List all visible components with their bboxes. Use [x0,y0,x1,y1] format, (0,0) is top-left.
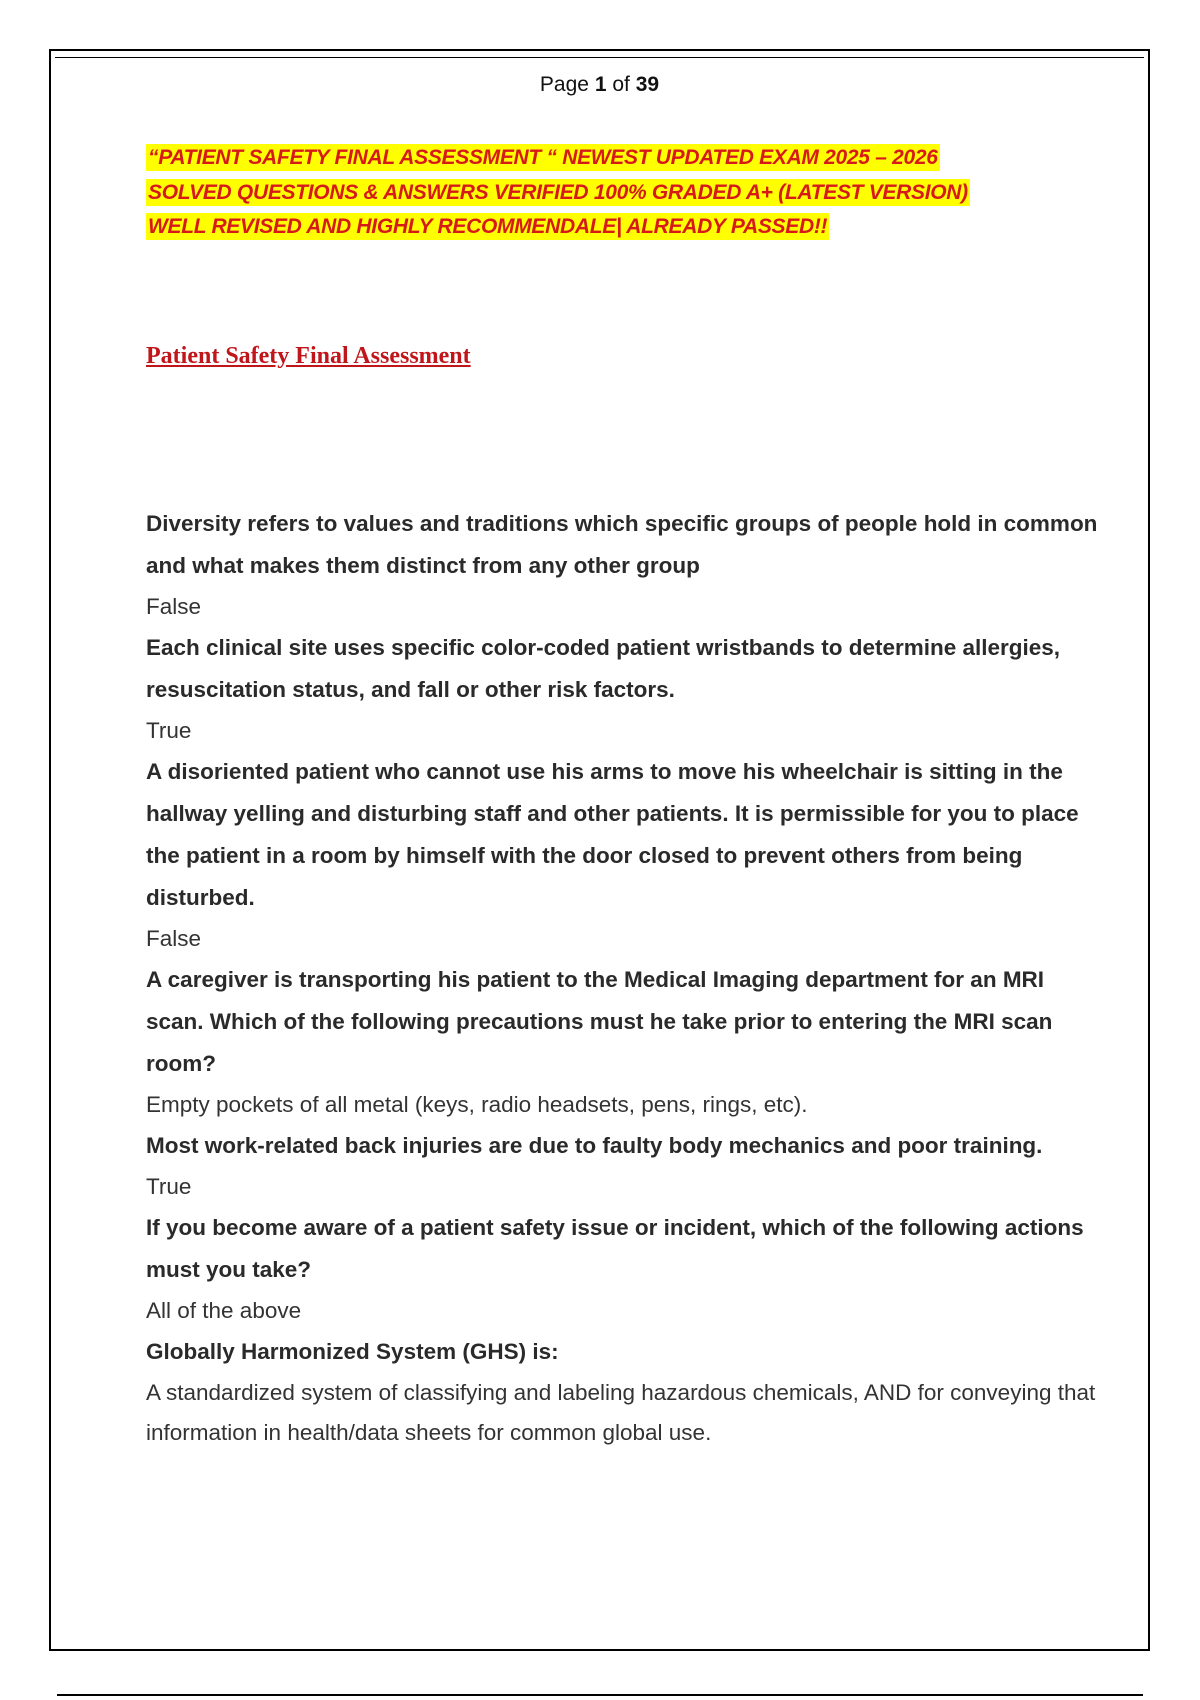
document-body [146,141,1106,1453]
page-number-separator: of [612,73,630,96]
question-text: Globally Harmonized System (GHS) is: [146,1338,559,1364]
qa-item [146,751,1106,959]
question-text: Most work-related back injuries are due to faulty body mechanics and poor training. [146,1132,1043,1158]
page-frame [49,49,1150,1651]
answer-text: All of the above [146,1297,302,1323]
question-text: A caregiver is transporting his patient to the Medical Imaging department for an MRI scan. Which of the following precautions must he take prior to entering the MRI scan room? [146,966,1053,1076]
qa-item [146,1125,1106,1207]
qa-item [146,959,1106,1125]
question-text: Each clinical site uses specific color-coded patient wristbands to determine allergies, resuscitation status, and fall or other risk factors. [146,634,1061,702]
page-number-total: 39 [635,73,660,96]
question-text: A disoriented patient who cannot use his arms to move his wheelchair is sitting in the hallway yelling and disturbing staff and other patients. It is permissible for you to place the patient in a room by himself with the door closed to prevent others from being disturbed. [146,758,1079,910]
answer-text: False [146,593,202,619]
banner-line-2: SOLVED QUESTIONS & ANSWERS VERIFIED 100% GRADED A+ (LATEST VERSION) [148,180,968,204]
page-number [51,73,1148,97]
banner-line-1: “PATIENT SAFETY FINAL ASSESSMENT “ NEWEST UPDATED EXAM 2025 – 2026 [148,146,938,169]
qa-item [146,1331,1106,1453]
page-number-current: 1 [594,73,607,96]
qa-item [146,1207,1106,1331]
answer-text: True [146,1173,192,1199]
banner-line-3: WELL REVISED AND HIGHLY RECOMMENDALE| ALREADY PASSED!! [148,215,828,238]
answer-text: True [146,717,192,743]
qa-item [146,627,1106,751]
answer-text: Empty pockets of all metal (keys, radio headsets, pens, rings, etc). [146,1091,808,1117]
question-text: If you become aware of a patient safety issue or incident, which of the following actions must you take? [146,1214,1084,1282]
header-rule [55,57,1144,58]
question-text: Diversity refers to values and traditions which specific groups of people hold in common and what makes them distinct from any other group [146,510,1098,578]
next-page-edge [57,1694,1143,1696]
exam-banner [146,141,1106,245]
answer-text: False [146,925,202,951]
qa-item [146,503,1106,627]
section-title: Patient Safety Final Assessment [146,342,471,369]
answer-text: A standardized system of classifying and labeling hazardous chemicals, AND for conveying that information in health/data sheets for common global use. [146,1379,1096,1445]
qa-list [146,503,1106,1453]
page-number-prefix: Page [539,73,589,96]
